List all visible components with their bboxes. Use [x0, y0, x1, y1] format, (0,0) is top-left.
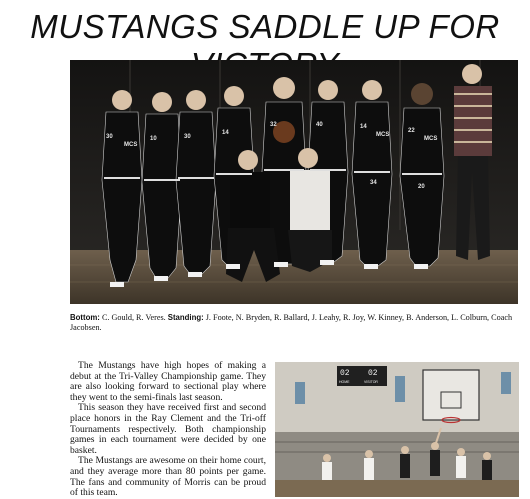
game-action-photo	[275, 362, 519, 497]
scoreboard-visitor-score: 02	[368, 369, 378, 378]
scoreboard-home-label: HOME	[339, 380, 350, 384]
jersey-text: MCS	[376, 132, 390, 138]
article-paragraph: This season they have received first and second place honors in the Ray Clement and the Tri-off Tournaments respectively. Both championship games in each tournament were decided by one basket.	[70, 402, 266, 456]
jersey-number: 14	[360, 124, 367, 130]
jersey-number: 14	[222, 130, 229, 136]
jersey-text: MCS	[124, 142, 138, 148]
jersey-number: 40	[316, 122, 323, 128]
caption-bottom-names: C. Gould, R. Veres.	[101, 313, 166, 322]
page-title: MUSTANGS SADDLE UP FOR	[30, 8, 500, 45]
team-photo	[70, 60, 518, 304]
game-action-image	[275, 362, 519, 497]
jersey-number: 22	[408, 128, 415, 134]
jersey-number: 34	[370, 180, 377, 186]
caption-bottom-label: Bottom:	[70, 313, 100, 322]
jersey-number: 10	[150, 136, 157, 142]
article-paragraph: The Mustangs are awesome on their home court, and they average more than 80 points per game. The fans and community of Morris can be proud of this team.	[70, 455, 266, 499]
jersey-text: MCS	[424, 136, 438, 142]
scoreboard-home-score: 02	[340, 369, 350, 378]
photo-caption	[70, 313, 520, 333]
caption-standing-names: J. Foote, N. Bryden, R. Ballard, J. Leahy, R. Joy, W. Kinney, B. Anderson, L. Colburn, Coach Jacobsen.	[70, 313, 513, 332]
article-paragraph: The Mustangs have high hopes of making a debut at the Tri-Valley Championship game. They are also looking forward to sectional play where they went to the semi-finals last season.	[70, 360, 266, 403]
caption-standing-label: Standing:	[167, 313, 204, 322]
team-photo-image	[70, 60, 518, 304]
jersey-number: 30	[184, 134, 191, 140]
article-body	[70, 361, 266, 499]
jersey-number: 20	[418, 184, 425, 190]
jersey-number: 30	[106, 134, 113, 140]
scoreboard-visitor-label: VISITOR	[364, 380, 378, 384]
jersey-number: 32	[270, 122, 277, 128]
